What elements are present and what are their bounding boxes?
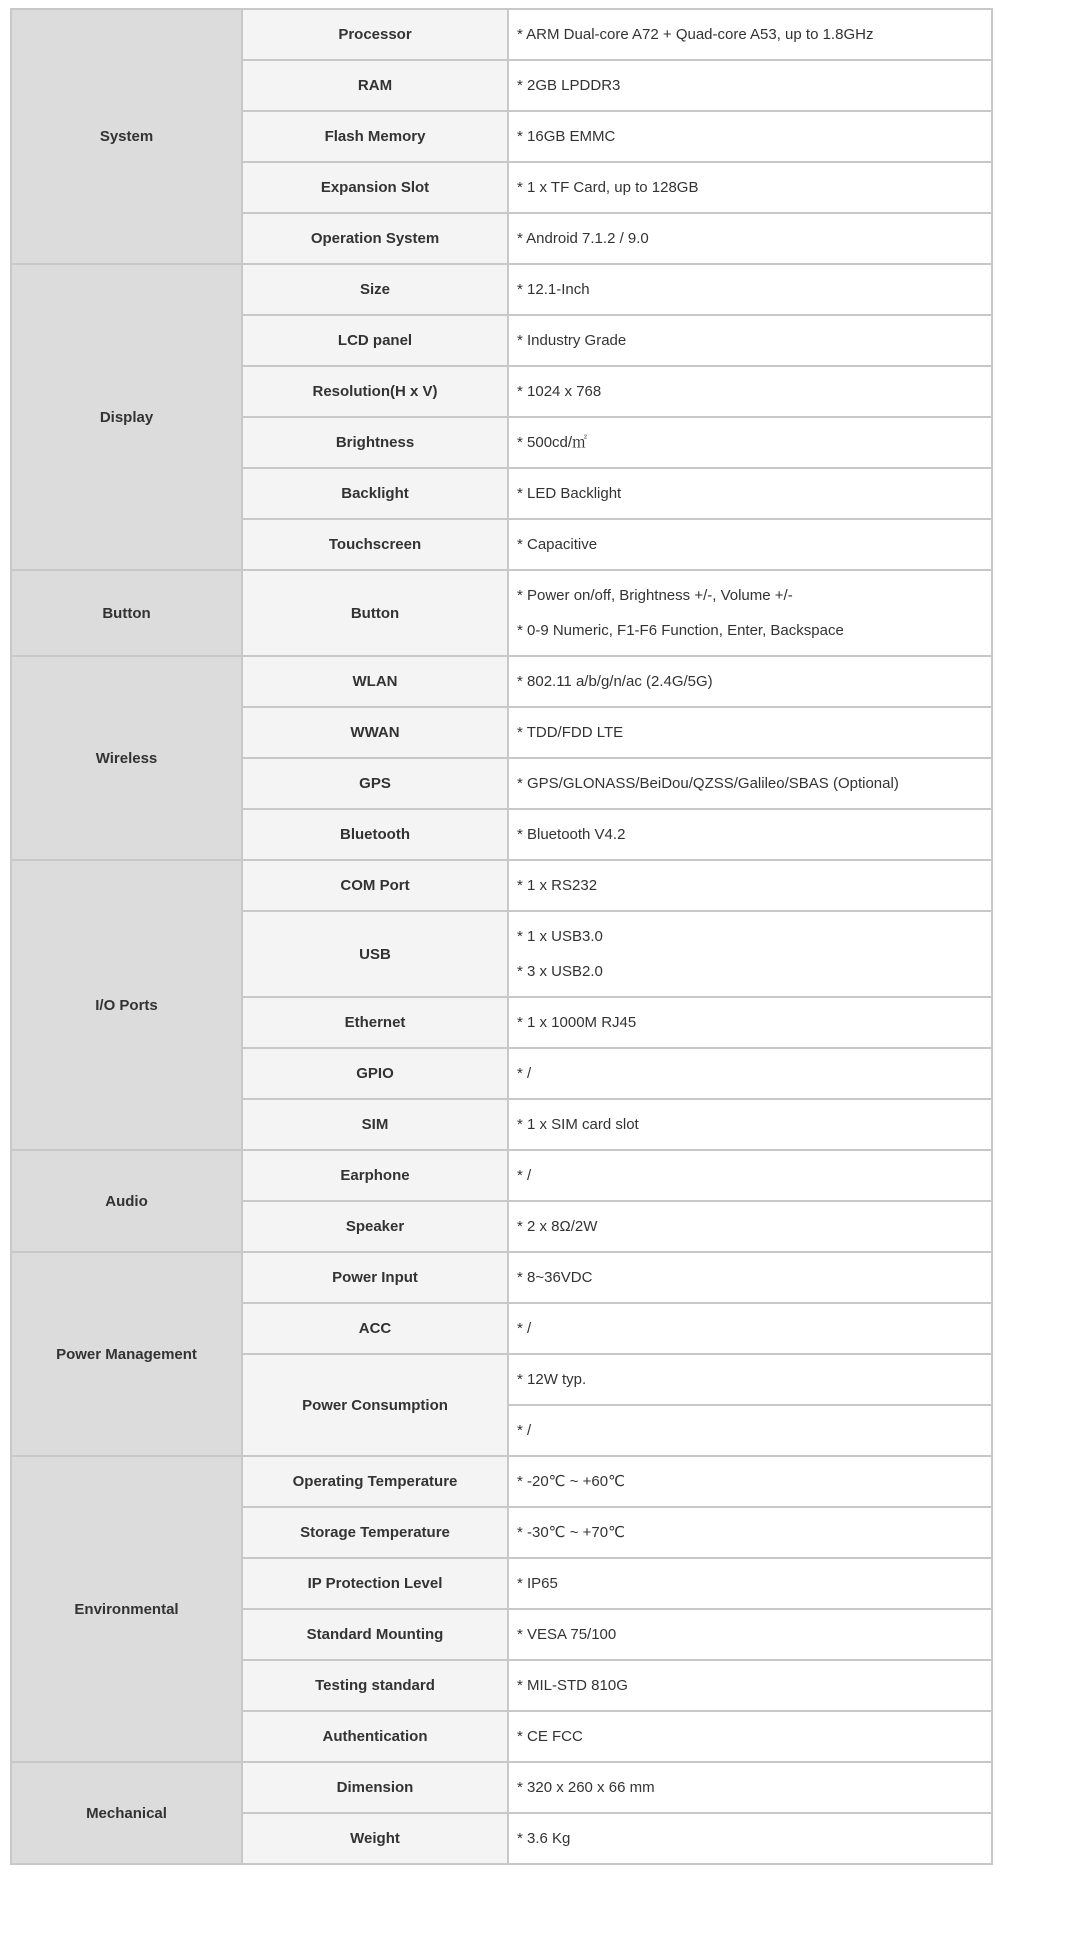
spec-value-text: * 1 x SIM card slot [517,1115,639,1133]
spec-value [508,1150,992,1201]
spec-label: WLAN [242,656,508,707]
spec-label: Power Input [242,1252,508,1303]
spec-value-text: * / [517,1319,532,1337]
spec-value-text: * 12.1-Inch [517,280,590,298]
category-power-management: Power Management [11,1252,242,1456]
spec-value [508,997,992,1048]
spec-value [508,1660,992,1711]
spec-label: Power Consumption [242,1354,508,1456]
spec-value [508,1813,992,1864]
spec-value [508,1711,992,1762]
spec-value-text: * 3.6 Kg [517,1829,571,1847]
spec-label: Brightness [242,417,508,468]
spec-label: LCD panel [242,315,508,366]
spec-label: Bluetooth [242,809,508,860]
table-row [11,656,992,707]
spec-value [508,860,992,911]
spec-label: Size [242,264,508,315]
spec-label: Operating Temperature [242,1456,508,1507]
spec-value [508,1354,992,1405]
spec-label: Flash Memory [242,111,508,162]
spec-label: Weight [242,1813,508,1864]
table-row [11,1252,992,1303]
spec-value [508,162,992,213]
spec-value-text: * Power on/off, Brightness +/-, Volume +/- [517,586,793,604]
spec-value [508,213,992,264]
spec-value-text: * LED Backlight [517,484,622,502]
spec-label: Standard Mounting [242,1609,508,1660]
spec-value-text: * Capacitive [517,535,598,553]
spec-label: Button [242,570,508,656]
spec-value [508,1405,992,1456]
spec-value [508,315,992,366]
spec-value-text: * MIL-STD 810G [517,1676,628,1694]
spec-value-text: * 320 x 260 x 66 mm [517,1778,655,1796]
spec-value [508,758,992,809]
category-wireless: Wireless [11,656,242,860]
category-io-ports: I/O Ports [11,860,242,1150]
table-row [11,570,992,656]
spec-value [508,1099,992,1150]
table-row [11,860,992,911]
spec-value-text: * 1 x 1000M RJ45 [517,1013,637,1031]
spec-value [508,656,992,707]
category-display: Display [11,264,242,570]
spec-value [508,911,992,997]
spec-value [508,417,992,468]
table-row [11,9,992,60]
spec-value-text: * 500cd/㎡ [517,433,588,451]
spec-value [508,809,992,860]
spec-value [508,111,992,162]
spec-value [508,707,992,758]
spec-value-text: * 8~36VDC [517,1268,593,1286]
spec-label: Authentication [242,1711,508,1762]
spec-value-text: * / [517,1166,532,1184]
spec-value-text: * GPS/GLONASS/BeiDou/QZSS/Galileo/SBAS (Optional) [517,774,899,792]
spec-table-body [11,9,992,1864]
spec-table [10,8,993,1865]
spec-label: Backlight [242,468,508,519]
spec-label: Storage Temperature [242,1507,508,1558]
spec-value-text: * / [517,1064,532,1082]
spec-value-text: * Android 7.1.2 / 9.0 [517,229,649,247]
spec-value-text: * -20℃ ~ +60℃ [517,1472,625,1490]
spec-label: Ethernet [242,997,508,1048]
spec-label: GPIO [242,1048,508,1099]
spec-label: GPS [242,758,508,809]
spec-value [508,264,992,315]
spec-label: Testing standard [242,1660,508,1711]
table-row [11,264,992,315]
spec-label: Processor [242,9,508,60]
spec-value [508,519,992,570]
spec-value-text: * 1 x RS232 [517,876,598,894]
spec-label: Dimension [242,1762,508,1813]
spec-label: USB [242,911,508,997]
table-row [11,1456,992,1507]
spec-value [508,60,992,111]
spec-value-text: * / [517,1421,532,1439]
spec-value [508,1762,992,1813]
category-button: Button [11,570,242,656]
spec-label: Earphone [242,1150,508,1201]
spec-value [508,1201,992,1252]
category-audio: Audio [11,1150,242,1252]
spec-value-text: * IP65 [517,1574,558,1592]
spec-value-text: * 802.11 a/b/g/n/ac (2.4G/5G) [517,672,713,690]
spec-value [508,1507,992,1558]
spec-label: Resolution(H x V) [242,366,508,417]
spec-label: Speaker [242,1201,508,1252]
table-row [11,1150,992,1201]
spec-value [508,9,992,60]
category-environmental: Environmental [11,1456,242,1762]
spec-value [508,570,992,656]
spec-label: IP Protection Level [242,1558,508,1609]
spec-label: COM Port [242,860,508,911]
spec-label: Expansion Slot [242,162,508,213]
spec-value-text: * 1024 x 768 [517,382,602,400]
spec-value [508,1558,992,1609]
spec-value-text: * 3 x USB2.0 [517,962,603,980]
spec-value-text: * TDD/FDD LTE [517,723,624,741]
spec-value [508,468,992,519]
spec-label: RAM [242,60,508,111]
spec-value-text: * 2GB LPDDR3 [517,76,621,94]
spec-value-text: * 16GB EMMC [517,127,616,145]
spec-label: Touchscreen [242,519,508,570]
spec-label: SIM [242,1099,508,1150]
category-mechanical: Mechanical [11,1762,242,1864]
spec-value-text: * ARM Dual-core A72 + Quad-core A53, up to 1.8GHz [517,25,874,43]
spec-value [508,366,992,417]
spec-value-text: * 1 x USB3.0 [517,927,603,945]
spec-value-text: * 12W typ. [517,1370,587,1388]
spec-value-text: * 1 x TF Card, up to 128GB [517,178,699,196]
table-row [11,1762,992,1813]
spec-value [508,1609,992,1660]
spec-value-text: * CE FCC [517,1727,583,1745]
spec-value [508,1048,992,1099]
spec-value-text: * 2 x 8Ω/2W [517,1217,598,1235]
spec-value-text: * 0-9 Numeric, F1-F6 Function, Enter, Backspace [517,621,844,639]
spec-value-text: * Industry Grade [517,331,627,349]
spec-label: Operation System [242,213,508,264]
spec-value-text: * VESA 75/100 [517,1625,617,1643]
spec-value-text: * -30℃ ~ +70℃ [517,1523,625,1541]
spec-value [508,1303,992,1354]
spec-label: WWAN [242,707,508,758]
spec-value-text: * Bluetooth V4.2 [517,825,626,843]
category-system: System [11,9,242,264]
spec-label: ACC [242,1303,508,1354]
spec-value [508,1252,992,1303]
spec-value [508,1456,992,1507]
